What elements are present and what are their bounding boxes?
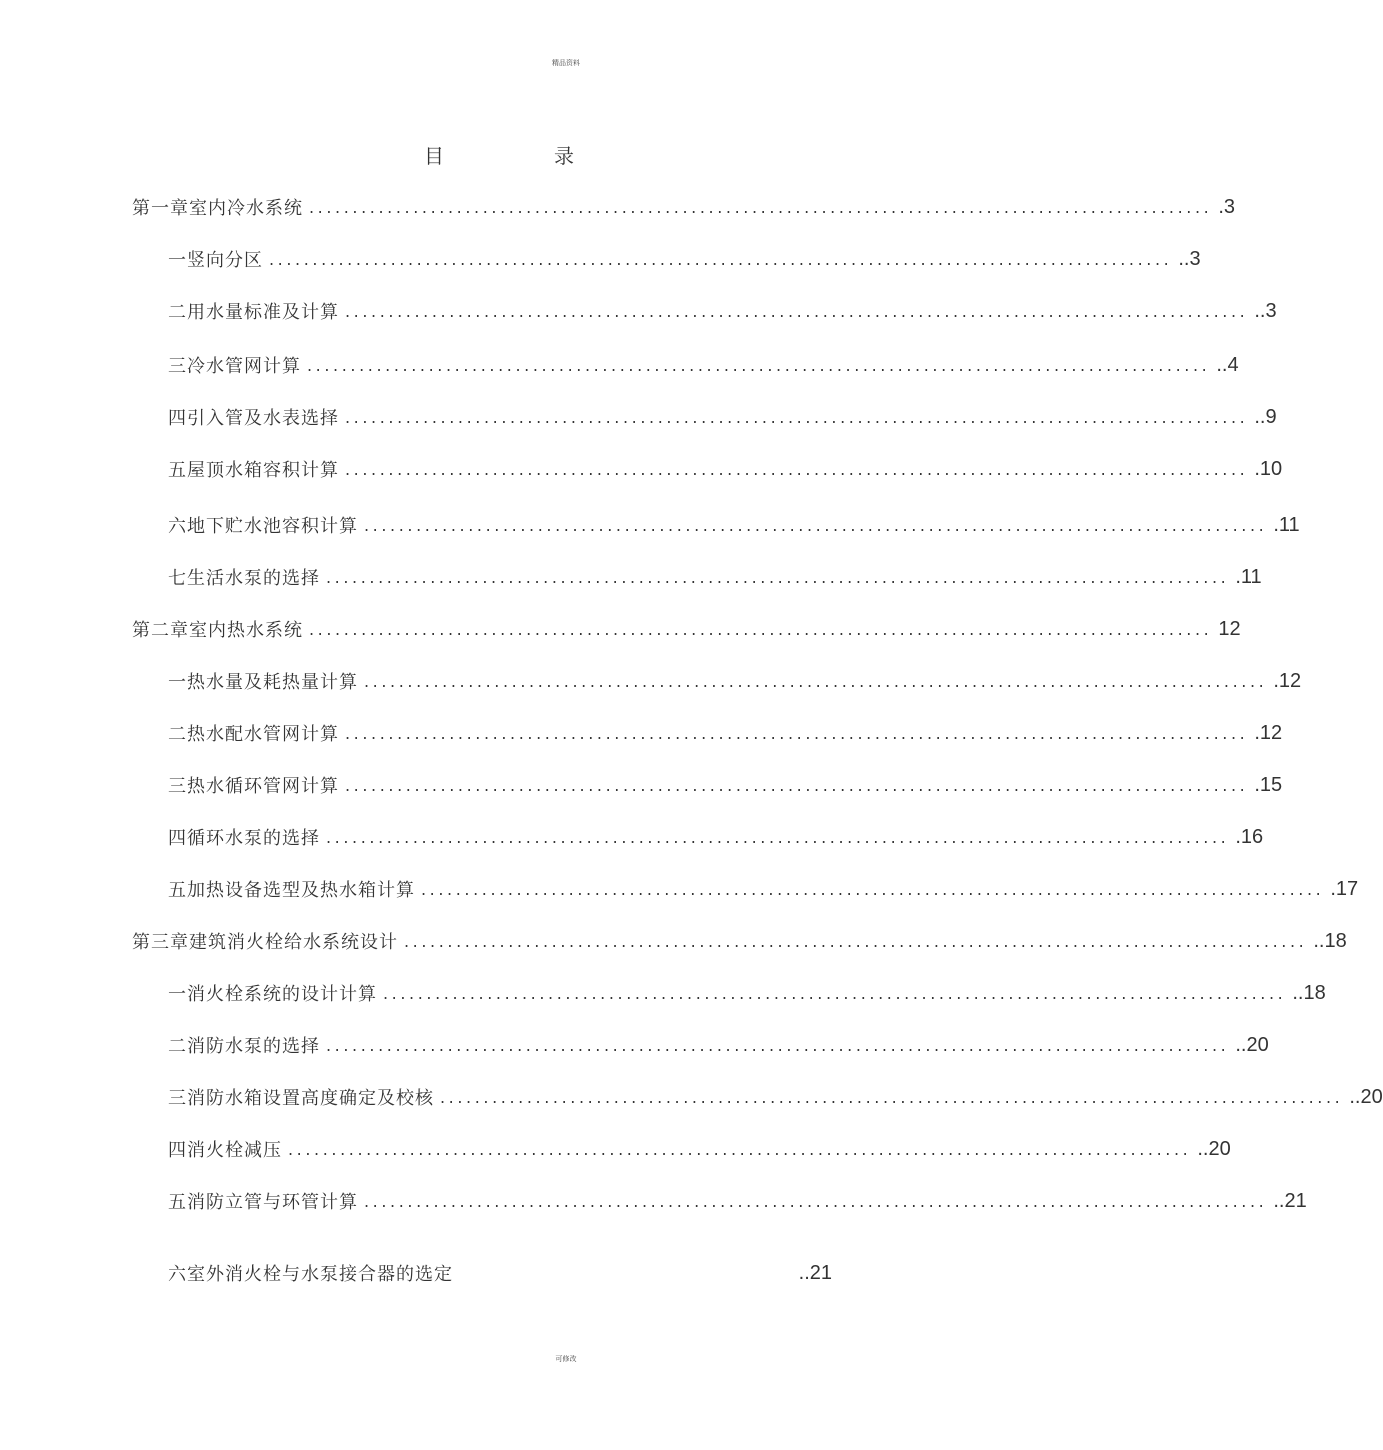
toc-leader-dots: ........................................................................................................ <box>421 879 1325 899</box>
toc-entry-label: 二消防水泵的选择 <box>168 1036 320 1057</box>
toc-entry-page: ..4 <box>1216 353 1239 376</box>
toc-entry-page: ..18 <box>1292 981 1326 1004</box>
toc-entry-page: .3 <box>1218 195 1236 218</box>
toc-entry[interactable] <box>168 874 1359 904</box>
toc-entry-label: 六地下贮水池容积计算 <box>168 516 358 537</box>
toc-entry-page: .17 <box>1330 877 1359 900</box>
toc-entry[interactable] <box>168 402 1277 432</box>
toc-entry-label: 四循环水泵的选择 <box>168 828 320 849</box>
toc-leader-dots: ........................................................................................................ <box>345 407 1249 427</box>
toc-leader-dots: ........................................................................................................ <box>364 1191 1268 1211</box>
toc-leader-dots: ........................................................................................................ <box>345 723 1249 743</box>
toc-entry-label: 五加热设备选型及热水箱计算 <box>168 880 415 901</box>
toc-entry-label: 第二章室内热水系统 <box>132 620 303 641</box>
toc-entry-label: 五屋顶水箱容积计算 <box>168 460 339 481</box>
toc-leader-dots: ........................................................................................................ <box>326 827 1230 847</box>
toc-leader-dots: ........................................................................................................ <box>326 1035 1230 1055</box>
toc-entry-label: 一消火栓系统的设计计算 <box>168 984 377 1005</box>
toc-entry-page: 12 <box>1218 617 1241 640</box>
toc-entry[interactable] <box>168 1134 1231 1164</box>
toc-entry-page: ..20 <box>1197 1137 1231 1160</box>
toc-entry[interactable] <box>168 666 1302 696</box>
header-note: 精品资料 <box>552 59 580 67</box>
toc-leader-dots: ........................................................................................................ <box>440 1087 1344 1107</box>
toc-entry-label: 一竖向分区 <box>168 250 263 271</box>
toc-title <box>424 140 574 169</box>
toc-entry[interactable] <box>168 510 1300 540</box>
toc-leader-dots: ........................................................................................................ <box>326 567 1230 587</box>
toc-entry-label: 四引入管及水表选择 <box>168 408 339 429</box>
toc-entry[interactable] <box>168 350 1239 380</box>
toc-entry-label: 三消防水箱设置高度确定及校核 <box>168 1088 434 1109</box>
toc-entry-page: ..21 <box>1273 1189 1307 1212</box>
toc-leader-dots: ........................................................................................................ <box>288 1139 1192 1159</box>
toc-entry[interactable] <box>168 822 1264 852</box>
toc-entry-page: .11 <box>1235 565 1262 588</box>
toc-entry[interactable] <box>168 978 1326 1008</box>
toc-entry-page: .11 <box>1273 513 1300 536</box>
toc-entry-chapter-2[interactable] <box>132 614 1241 644</box>
toc-leader-dots: ........................................................................................................ <box>345 459 1249 479</box>
toc-entry-chapter-1[interactable] <box>132 192 1236 222</box>
toc-entry-page: .12 <box>1254 721 1283 744</box>
toc-entry[interactable] <box>168 562 1262 592</box>
toc-title-left: 目 <box>424 144 444 168</box>
toc-entry-page: ..21 <box>798 1261 832 1284</box>
toc-entry-label: 六室外消火栓与水泵接合器的选定 <box>168 1264 453 1285</box>
toc-entry-chapter-3[interactable] <box>132 926 1347 956</box>
toc-entry[interactable] <box>168 454 1283 484</box>
toc-leader-dots: ........................................................................................................ <box>383 983 1287 1003</box>
toc-entry-page: ..20 <box>1235 1033 1269 1056</box>
toc-entry-page: .10 <box>1254 457 1283 480</box>
toc-entry-label: 二热水配水管网计算 <box>168 724 339 745</box>
toc-entry-label: 五消防立管与环管计算 <box>168 1192 358 1213</box>
toc-entry[interactable] <box>168 1030 1269 1060</box>
toc-leader-dots: ........................................................................................................ <box>364 671 1268 691</box>
toc-entry[interactable] <box>168 296 1277 326</box>
toc-entry-page: ..3 <box>1254 299 1277 322</box>
toc-entry-page: .16 <box>1235 825 1264 848</box>
toc-leader-dots: ........................................................................................................ <box>345 775 1249 795</box>
toc-leader-dots: ........................................................................................................ <box>364 515 1268 535</box>
toc-entry-label: 四消火栓减压 <box>168 1140 282 1161</box>
toc-entry-label: 三热水循环管网计算 <box>168 776 339 797</box>
toc-leader-dots: ........................................................................................................ <box>345 301 1249 321</box>
toc-entry-page: .15 <box>1254 773 1283 796</box>
toc-title-right: 录 <box>554 144 574 168</box>
toc-leader-dots: ........................................................................................................ <box>309 619 1213 639</box>
toc-entry-label: 二用水量标准及计算 <box>168 302 339 323</box>
toc-entry-label: 三冷水管网计算 <box>168 356 301 377</box>
toc-entry[interactable] <box>168 1186 1307 1216</box>
footer-note: 可修改 <box>555 1355 577 1363</box>
toc-entry-page: ..9 <box>1254 405 1277 428</box>
toc-leader-dots: ........................................................................................................ <box>269 249 1173 269</box>
toc-entry-page: ..20 <box>1349 1085 1383 1108</box>
toc-entry-label: 第三章建筑消火栓给水系统设计 <box>132 932 398 953</box>
toc-leader-dots: ........................................................................................................ <box>309 197 1213 217</box>
toc-entry-page: ..3 <box>1178 247 1201 270</box>
toc-entry-label: 一热水量及耗热量计算 <box>168 672 358 693</box>
toc-entry[interactable] <box>168 770 1283 800</box>
toc-leader-dots: ........................................................................................................ <box>307 355 1211 375</box>
toc-entry[interactable] <box>168 1258 832 1288</box>
toc-entry[interactable] <box>168 718 1283 748</box>
toc-entry-page: ..18 <box>1313 929 1347 952</box>
toc-entry[interactable] <box>168 244 1201 274</box>
toc-entry[interactable] <box>168 1082 1383 1112</box>
toc-entry-label: 第一章室内冷水系统 <box>132 198 303 219</box>
toc-entry-page: .12 <box>1273 669 1302 692</box>
toc-leader-dots: ........................................................................................................ <box>404 931 1308 951</box>
toc-entry-label: 七生活水泵的选择 <box>168 568 320 589</box>
